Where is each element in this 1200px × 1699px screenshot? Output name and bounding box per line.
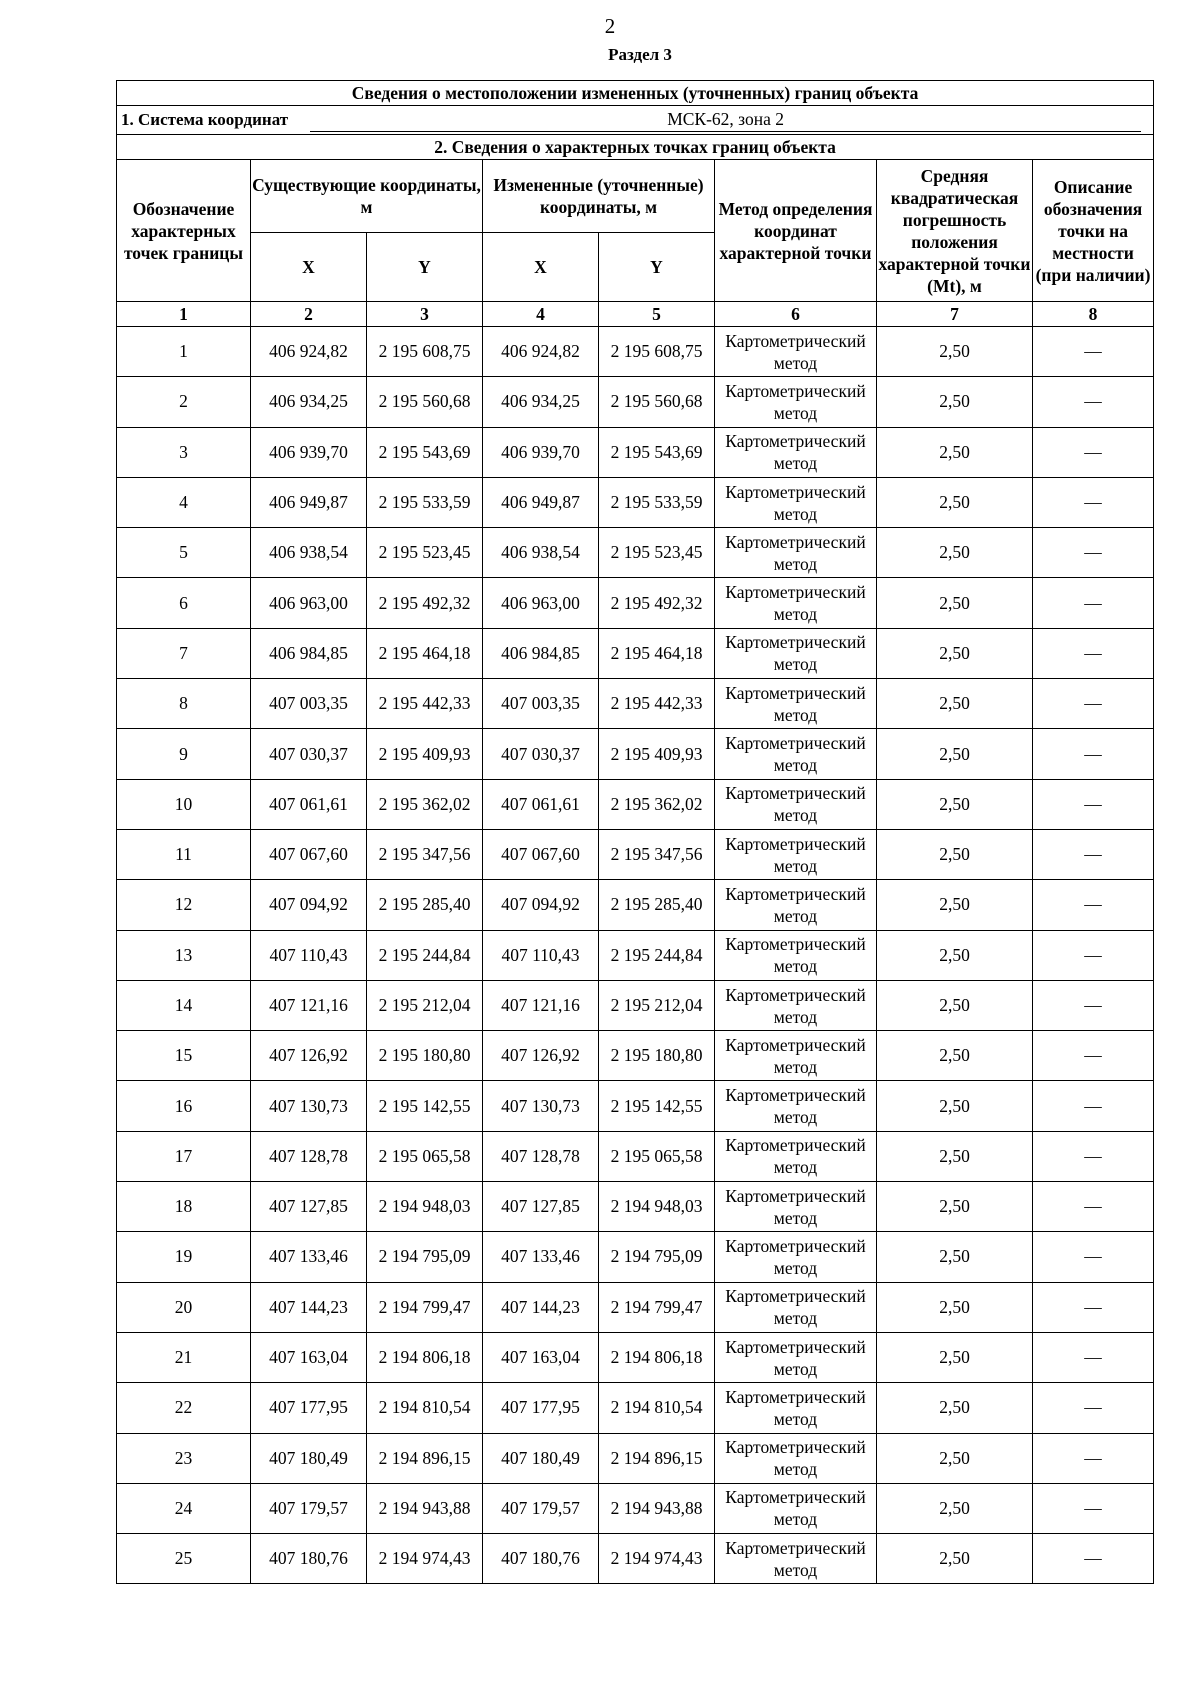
cell-changed-x: 406 924,82 (483, 327, 599, 377)
cell-point-number: 25 (117, 1534, 251, 1584)
header-method: Метод определения координат характерной точки (715, 160, 877, 302)
cell-existing-y: 2 194 896,15 (367, 1433, 483, 1483)
table-row (117, 980, 1154, 1030)
cell-mt-error: 2,50 (877, 1383, 1033, 1433)
table-row (117, 1332, 1154, 1382)
cell-existing-y: 2 195 362,02 (367, 779, 483, 829)
cell-changed-x: 406 984,85 (483, 628, 599, 678)
table-row (117, 1081, 1154, 1131)
cell-method: Картометрический метод (715, 980, 877, 1030)
cell-changed-x: 407 180,49 (483, 1433, 599, 1483)
column-number: 3 (367, 302, 483, 327)
cell-changed-x: 406 938,54 (483, 528, 599, 578)
cell-point-number: 23 (117, 1433, 251, 1483)
cell-method: Картометрический метод (715, 1433, 877, 1483)
cell-existing-x: 407 030,37 (251, 729, 367, 779)
cell-existing-x: 407 128,78 (251, 1131, 367, 1181)
cell-existing-x: 407 144,23 (251, 1282, 367, 1332)
cell-changed-y: 2 195 608,75 (599, 327, 715, 377)
cell-changed-x: 407 180,76 (483, 1534, 599, 1584)
cell-changed-y: 2 195 543,69 (599, 427, 715, 477)
cell-method: Картометрический метод (715, 377, 877, 427)
cell-point-number: 7 (117, 628, 251, 678)
cell-changed-x: 407 067,60 (483, 829, 599, 879)
cell-point-number: 5 (117, 528, 251, 578)
table-row (117, 327, 1154, 377)
table-row (117, 1182, 1154, 1232)
table-row (117, 1131, 1154, 1181)
cell-changed-y: 2 195 492,32 (599, 578, 715, 628)
column-number: 4 (483, 302, 599, 327)
cell-changed-x: 407 061,61 (483, 779, 599, 829)
cell-changed-y: 2 194 799,47 (599, 1282, 715, 1332)
cell-method: Картометрический метод (715, 779, 877, 829)
cell-method: Картометрический метод (715, 578, 877, 628)
table-row (117, 477, 1154, 527)
coord-system-label: 1. Система координат (121, 110, 289, 129)
table-row (117, 1031, 1154, 1081)
cell-method: Картометрический метод (715, 729, 877, 779)
cell-point-number: 15 (117, 1031, 251, 1081)
table-row (117, 679, 1154, 729)
cell-point-number: 17 (117, 1131, 251, 1181)
cell-mt-error: 2,50 (877, 729, 1033, 779)
cell-changed-y: 2 194 974,43 (599, 1534, 715, 1584)
table-row (117, 1232, 1154, 1282)
cell-existing-x: 407 110,43 (251, 930, 367, 980)
cell-point-number: 3 (117, 427, 251, 477)
cell-mt-error: 2,50 (877, 679, 1033, 729)
header-existing-y: Y (367, 233, 483, 302)
cell-existing-y: 2 195 560,68 (367, 377, 483, 427)
table-row (117, 880, 1154, 930)
cell-mt-error: 2,50 (877, 880, 1033, 930)
cell-changed-x: 407 126,92 (483, 1031, 599, 1081)
cell-description: — (1033, 578, 1154, 628)
cell-changed-y: 2 194 896,15 (599, 1433, 715, 1483)
cell-mt-error: 2,50 (877, 1031, 1033, 1081)
cell-existing-y: 2 195 180,80 (367, 1031, 483, 1081)
column-number-row (117, 302, 1154, 327)
cell-mt-error: 2,50 (877, 1081, 1033, 1131)
cell-mt-error: 2,50 (877, 327, 1033, 377)
cell-changed-x: 407 144,23 (483, 1282, 599, 1332)
cell-existing-y: 2 195 492,32 (367, 578, 483, 628)
cell-description: — (1033, 1383, 1154, 1433)
cell-changed-y: 2 195 180,80 (599, 1031, 715, 1081)
cell-existing-x: 407 133,46 (251, 1232, 367, 1282)
column-number: 7 (877, 302, 1033, 327)
cell-point-number: 6 (117, 578, 251, 628)
subsection-title: 2. Сведения о характерных точках границ объекта (117, 135, 1154, 160)
cell-point-number: 13 (117, 930, 251, 980)
cell-changed-y: 2 195 560,68 (599, 377, 715, 427)
cell-existing-y: 2 195 523,45 (367, 528, 483, 578)
cell-changed-y: 2 195 244,84 (599, 930, 715, 980)
header-existing-x: X (251, 233, 367, 302)
cell-changed-x: 406 934,25 (483, 377, 599, 427)
cell-description: — (1033, 1534, 1154, 1584)
cell-description: — (1033, 679, 1154, 729)
cell-description: — (1033, 1131, 1154, 1181)
cell-mt-error: 2,50 (877, 628, 1033, 678)
cell-point-number: 18 (117, 1182, 251, 1232)
boundary-points-table (116, 80, 1154, 1584)
cell-mt-error: 2,50 (877, 1131, 1033, 1181)
table-row (117, 779, 1154, 829)
cell-changed-y: 2 194 806,18 (599, 1332, 715, 1382)
table-row (117, 729, 1154, 779)
cell-mt-error: 2,50 (877, 427, 1033, 477)
cell-method: Картометрический метод (715, 1131, 877, 1181)
cell-mt-error: 2,50 (877, 377, 1033, 427)
table-row (117, 528, 1154, 578)
cell-mt-error: 2,50 (877, 980, 1033, 1030)
cell-existing-x: 407 163,04 (251, 1332, 367, 1382)
cell-method: Картометрический метод (715, 829, 877, 879)
cell-method: Картометрический метод (715, 1483, 877, 1533)
cell-existing-x: 407 180,76 (251, 1534, 367, 1584)
cell-changed-x: 407 128,78 (483, 1131, 599, 1181)
cell-description: — (1033, 930, 1154, 980)
cell-description: — (1033, 1182, 1154, 1232)
cell-point-number: 21 (117, 1332, 251, 1382)
cell-changed-y: 2 194 943,88 (599, 1483, 715, 1533)
cell-changed-x: 407 110,43 (483, 930, 599, 980)
cell-method: Картометрический метод (715, 1232, 877, 1282)
cell-changed-y: 2 195 285,40 (599, 880, 715, 930)
cell-existing-y: 2 195 409,93 (367, 729, 483, 779)
cell-existing-y: 2 195 065,58 (367, 1131, 483, 1181)
table-row (117, 1483, 1154, 1533)
cell-description: — (1033, 528, 1154, 578)
section-title: Раздел 3 (608, 45, 672, 64)
cell-point-number: 11 (117, 829, 251, 879)
cell-existing-x: 407 177,95 (251, 1383, 367, 1433)
cell-existing-x: 407 061,61 (251, 779, 367, 829)
cell-point-number: 14 (117, 980, 251, 1030)
table-row (117, 377, 1154, 427)
cell-changed-y: 2 195 409,93 (599, 729, 715, 779)
cell-mt-error: 2,50 (877, 477, 1033, 527)
coord-system-row (117, 106, 1154, 135)
column-number: 8 (1033, 302, 1154, 327)
cell-mt-error: 2,50 (877, 1282, 1033, 1332)
cell-description: — (1033, 628, 1154, 678)
cell-existing-x: 407 130,73 (251, 1081, 367, 1131)
table-row (117, 829, 1154, 879)
header-error: Средняя квадратическая погрешность положения характерной точки (Mt), м (877, 160, 1033, 302)
cell-mt-error: 2,50 (877, 930, 1033, 980)
cell-existing-x: 406 924,82 (251, 327, 367, 377)
cell-existing-x: 406 963,00 (251, 578, 367, 628)
column-number: 5 (599, 302, 715, 327)
header-changed-x: X (483, 233, 599, 302)
cell-description: — (1033, 729, 1154, 779)
cell-existing-y: 2 194 943,88 (367, 1483, 483, 1533)
cell-existing-y: 2 194 806,18 (367, 1332, 483, 1382)
cell-method: Картометрический метод (715, 679, 877, 729)
cell-description: — (1033, 327, 1154, 377)
cell-method: Картометрический метод (715, 1332, 877, 1382)
cell-changed-x: 406 949,87 (483, 477, 599, 527)
cell-description: — (1033, 1232, 1154, 1282)
cell-description: — (1033, 829, 1154, 879)
cell-existing-y: 2 195 142,55 (367, 1081, 483, 1131)
cell-existing-x: 406 938,54 (251, 528, 367, 578)
cell-existing-y: 2 194 795,09 (367, 1232, 483, 1282)
cell-method: Картометрический метод (715, 528, 877, 578)
cell-changed-x: 407 094,92 (483, 880, 599, 930)
cell-mt-error: 2,50 (877, 829, 1033, 879)
header-changed-coords: Измененные (уточненные) координаты, м (483, 160, 715, 233)
cell-changed-y: 2 195 442,33 (599, 679, 715, 729)
cell-existing-y: 2 195 543,69 (367, 427, 483, 477)
cell-existing-x: 407 127,85 (251, 1182, 367, 1232)
cell-method: Картометрический метод (715, 880, 877, 930)
cell-description: — (1033, 1081, 1154, 1131)
cell-point-number: 12 (117, 880, 251, 930)
cell-description: — (1033, 1433, 1154, 1483)
cell-changed-y: 2 195 212,04 (599, 980, 715, 1030)
cell-changed-y: 2 195 065,58 (599, 1131, 715, 1181)
cell-description: — (1033, 1282, 1154, 1332)
cell-changed-y: 2 195 533,59 (599, 477, 715, 527)
cell-existing-y: 2 194 799,47 (367, 1282, 483, 1332)
cell-existing-y: 2 195 244,84 (367, 930, 483, 980)
cell-existing-y: 2 195 442,33 (367, 679, 483, 729)
cell-existing-x: 407 067,60 (251, 829, 367, 879)
cell-existing-y: 2 194 948,03 (367, 1182, 483, 1232)
cell-changed-x: 407 163,04 (483, 1332, 599, 1382)
cell-changed-x: 407 003,35 (483, 679, 599, 729)
table-row (117, 628, 1154, 678)
cell-existing-x: 407 121,16 (251, 980, 367, 1030)
table-row (117, 1433, 1154, 1483)
cell-existing-x: 406 939,70 (251, 427, 367, 477)
cell-method: Картометрический метод (715, 628, 877, 678)
cell-point-number: 4 (117, 477, 251, 527)
cell-description: — (1033, 880, 1154, 930)
cell-point-number: 1 (117, 327, 251, 377)
cell-point-number: 9 (117, 729, 251, 779)
cell-point-number: 10 (117, 779, 251, 829)
cell-existing-y: 2 195 464,18 (367, 628, 483, 678)
cell-existing-x: 407 094,92 (251, 880, 367, 930)
cell-point-number: 16 (117, 1081, 251, 1131)
cell-method: Картометрический метод (715, 477, 877, 527)
cell-mt-error: 2,50 (877, 578, 1033, 628)
table-row (117, 1534, 1154, 1584)
header-description: Описание обозначения точки на местности (при наличии) (1033, 160, 1154, 302)
cell-point-number: 2 (117, 377, 251, 427)
cell-method: Картометрический метод (715, 930, 877, 980)
coord-system-value: МСК-62, зона 2 (310, 109, 1141, 132)
cell-existing-y: 2 195 533,59 (367, 477, 483, 527)
cell-method: Картометрический метод (715, 327, 877, 377)
table-row (117, 930, 1154, 980)
cell-method: Картометрический метод (715, 1383, 877, 1433)
cell-changed-y: 2 195 523,45 (599, 528, 715, 578)
cell-description: — (1033, 377, 1154, 427)
cell-mt-error: 2,50 (877, 1332, 1033, 1382)
cell-existing-y: 2 195 285,40 (367, 880, 483, 930)
cell-mt-error: 2,50 (877, 779, 1033, 829)
cell-mt-error: 2,50 (877, 1433, 1033, 1483)
header-changed-y: Y (599, 233, 715, 302)
cell-existing-y: 2 194 974,43 (367, 1534, 483, 1584)
cell-changed-x: 407 133,46 (483, 1232, 599, 1282)
column-number: 2 (251, 302, 367, 327)
cell-existing-x: 406 949,87 (251, 477, 367, 527)
cell-method: Картометрический метод (715, 1534, 877, 1584)
cell-mt-error: 2,50 (877, 528, 1033, 578)
cell-changed-y: 2 194 948,03 (599, 1182, 715, 1232)
cell-point-number: 24 (117, 1483, 251, 1533)
cell-existing-y: 2 195 608,75 (367, 327, 483, 377)
header-point-designation: Обозначение характерных точек границы (117, 160, 251, 302)
cell-method: Картометрический метод (715, 1031, 877, 1081)
column-number: 6 (715, 302, 877, 327)
page-number: 2 (604, 14, 616, 38)
table-row (117, 1282, 1154, 1332)
cell-mt-error: 2,50 (877, 1534, 1033, 1584)
cell-changed-x: 407 121,16 (483, 980, 599, 1030)
cell-description: — (1033, 427, 1154, 477)
cell-existing-x: 407 126,92 (251, 1031, 367, 1081)
cell-mt-error: 2,50 (877, 1232, 1033, 1282)
cell-method: Картометрический метод (715, 427, 877, 477)
cell-changed-x: 407 177,95 (483, 1383, 599, 1433)
cell-description: — (1033, 1483, 1154, 1533)
cell-changed-x: 407 179,57 (483, 1483, 599, 1533)
cell-existing-x: 406 984,85 (251, 628, 367, 678)
cell-existing-x: 407 179,57 (251, 1483, 367, 1533)
cell-description: — (1033, 477, 1154, 527)
cell-changed-y: 2 195 362,02 (599, 779, 715, 829)
cell-mt-error: 2,50 (877, 1182, 1033, 1232)
cell-existing-x: 406 934,25 (251, 377, 367, 427)
cell-changed-y: 2 195 347,56 (599, 829, 715, 879)
cell-existing-x: 407 003,35 (251, 679, 367, 729)
cell-point-number: 22 (117, 1383, 251, 1433)
cell-changed-y: 2 194 795,09 (599, 1232, 715, 1282)
cell-changed-y: 2 194 810,54 (599, 1383, 715, 1433)
cell-existing-x: 407 180,49 (251, 1433, 367, 1483)
cell-existing-y: 2 195 212,04 (367, 980, 483, 1030)
table-row (117, 427, 1154, 477)
cell-changed-y: 2 195 464,18 (599, 628, 715, 678)
table-title: Сведения о местоположении измененных (уточненных) границ объекта (117, 81, 1154, 106)
column-number: 1 (117, 302, 251, 327)
cell-method: Картометрический метод (715, 1282, 877, 1332)
cell-point-number: 19 (117, 1232, 251, 1282)
cell-existing-y: 2 195 347,56 (367, 829, 483, 879)
cell-changed-x: 407 127,85 (483, 1182, 599, 1232)
cell-changed-y: 2 195 142,55 (599, 1081, 715, 1131)
cell-description: — (1033, 980, 1154, 1030)
cell-point-number: 8 (117, 679, 251, 729)
table-row (117, 1383, 1154, 1433)
cell-point-number: 20 (117, 1282, 251, 1332)
table-row (117, 578, 1154, 628)
cell-description: — (1033, 1031, 1154, 1081)
cell-method: Картометрический метод (715, 1182, 877, 1232)
cell-changed-x: 407 130,73 (483, 1081, 599, 1131)
header-existing-coords: Существующие координаты, м (251, 160, 483, 233)
cell-description: — (1033, 1332, 1154, 1382)
cell-changed-x: 407 030,37 (483, 729, 599, 779)
cell-description: — (1033, 779, 1154, 829)
cell-existing-y: 2 194 810,54 (367, 1383, 483, 1433)
cell-changed-x: 406 939,70 (483, 427, 599, 477)
cell-changed-x: 406 963,00 (483, 578, 599, 628)
cell-method: Картометрический метод (715, 1081, 877, 1131)
cell-mt-error: 2,50 (877, 1483, 1033, 1533)
